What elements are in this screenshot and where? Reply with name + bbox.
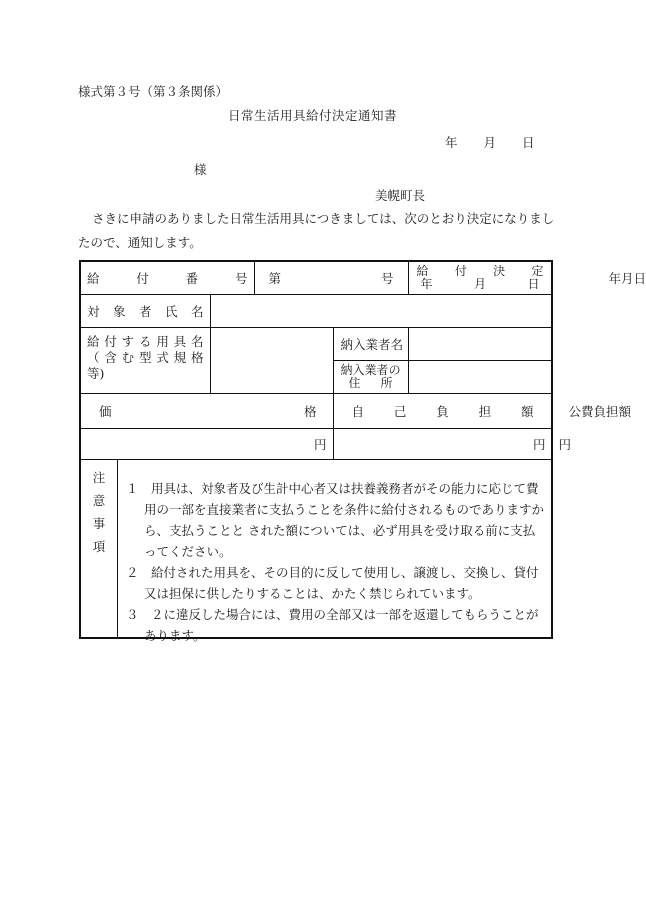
addressee-honorific: 様 (194, 162, 207, 177)
item-name-field[interactable] (210, 327, 333, 393)
notes-section (80, 459, 552, 643)
grant-number-label: 給 付 番 号 (80, 261, 254, 294)
self-pay-field[interactable]: 円 (333, 428, 552, 459)
note-item: ２ 給付された用具を、その目的に反して使用し、譲渡し、交換し、貸付又は担保に供したりすることは、かたく禁じられています。 (126, 564, 539, 601)
issue-date-month: 月 (483, 135, 497, 150)
item-name-label: 給 付 す る 用 具 名 （ 含 む 型 式 規 格 等) (80, 327, 210, 393)
form-number: 様式第３号（第３条関係） (78, 84, 229, 99)
decision-table: 給 付 番 号 第 号 給 付 決 定 年 月 日 年 月 日 対 象 者 氏 名 給 付 す る 用 具 名 （ 含 む 型 式 規 格 等) 納 入 業 者 名 納 入 業 者 の 住 所 価 格 自 己 負 担 額 公 費 負 担 額 円 円 円 注 意 事 項 １ 用具は、対象者及び生計中心者又は扶養義務者がその能力に応じて費用の一部を直接業者に支払うことを条件に給付されるものでありますから、支払うことと された額については、必ず用具を受け取る前に支払ってください。 ２ 給付された用具を、その目的に反して使用し、譲渡し、交換し、貸付又は担保に供したりすることは、かたく禁じられています。 ３ ２に違反した場合には、費用の全部又は一部を返還してもらうことがあります。 (79, 260, 553, 639)
issuer-name: 美幌町長 (375, 188, 426, 203)
price-field[interactable]: 円 (80, 428, 333, 459)
note-item: １ 用具は、対象者及び生計中心者又は扶養義務者がその能力に応じて費用の一部を直接業者に支払うことを条件に給付されるものでありますから、支払うことと された額については、必ず用具を受け取る前に支払ってください。 (126, 480, 545, 559)
price-label: 価 格 (80, 393, 333, 428)
self-pay-label: 自 己 負 担 額 (333, 393, 552, 428)
recipient-name-field[interactable] (210, 294, 552, 327)
intro-text: さきに申請のありました日常生活用具につきましては、次のとおり決定になりましたので、通知します。 (78, 211, 555, 250)
note-item: ３ ２に違反した場合には、費用の全部又は一部を返還してもらうことがあります。 (126, 606, 539, 643)
notes-list (118, 460, 551, 643)
decision-date-label: 給 付 決 定 年 月 日 (408, 261, 552, 294)
vendor-address-field[interactable] (408, 360, 552, 393)
page-title: 日常生活用具給付決定通知書 (228, 108, 398, 123)
grant-number-field[interactable]: 第 号 (254, 261, 408, 294)
issue-date-day: 日 (522, 135, 535, 150)
notes-label: 注 意 事 項 (81, 460, 118, 637)
vendor-name-label: 納 入 業 者 名 (333, 327, 408, 360)
recipient-name-label: 対 象 者 氏 名 (80, 294, 210, 327)
issue-date (445, 133, 535, 151)
issue-date-year: 年 (445, 135, 458, 150)
vendor-address-label: 納 入 業 者 の 住 所 (333, 360, 408, 393)
vendor-name-field[interactable] (408, 327, 552, 360)
